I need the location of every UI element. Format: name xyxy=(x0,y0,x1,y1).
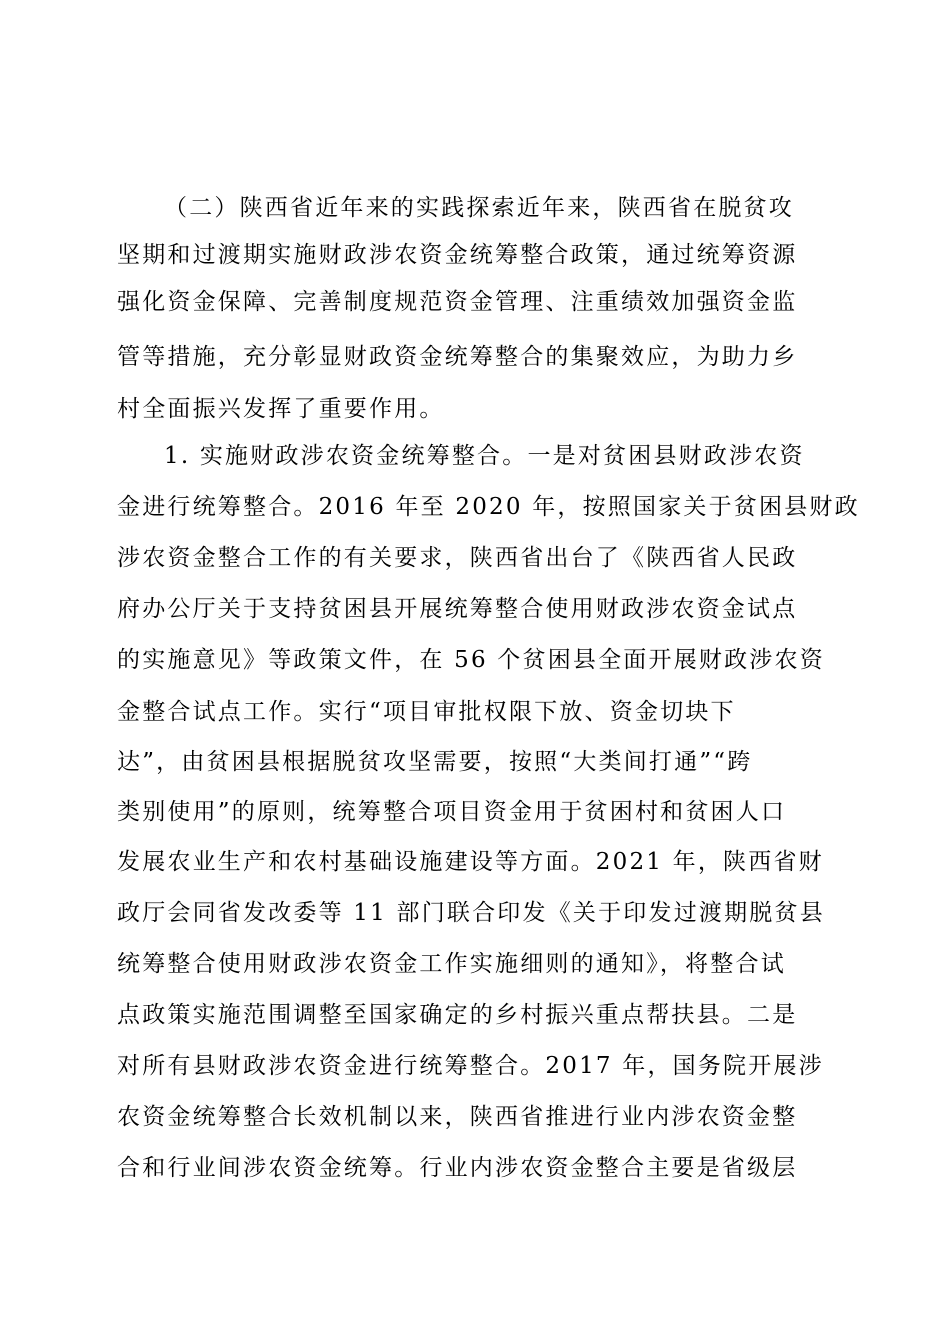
text-line: 村全面振兴发挥了重要作用。 xyxy=(117,396,445,422)
text-line: 的实施意见》等政策文件，在 56 个贫困县全面开展财政涉农资 xyxy=(117,647,825,673)
text-line: 政厅会同省发改委等 11 部门联合印发《关于印发过渡期脱贫县 xyxy=(117,900,825,926)
text-line: 1. 实施财政涉农资金统筹整合。一是对贫困县财政涉农资 xyxy=(164,443,805,469)
text-line: 对所有县财政涉农资金进行统筹整合。2017 年，国务院开展涉 xyxy=(117,1053,824,1079)
text-line: 农资金统筹整合长效机制以来，陕西省推进行业内涉农资金整 xyxy=(117,1104,798,1130)
text-line: 达”，由贫困县根据脱贫攻坚需要，按照“大类间打通”“跨 xyxy=(117,749,753,775)
text-line: 金整合试点工作。实行“项目审批权限下放、资金切块下 xyxy=(117,699,736,725)
text-line: 发展农业生产和农村基础设施建设等方面。2021 年，陕西省财 xyxy=(117,849,824,875)
text-line: 统筹整合使用财政涉农资金工作实施细则的通知》，将整合试 xyxy=(117,951,786,977)
text-line: 类别使用”的原则，统筹整合项目资金用于贫困村和贫困人口 xyxy=(117,799,787,825)
text-line: 金进行统筹整合。2016 年至 2020 年，按照国家关于贫困县财政 xyxy=(117,494,860,520)
text-line: （二）陕西省近年来的实践探索近年来，陕西省在脱贫攻 xyxy=(164,195,794,221)
text-line: 坚期和过渡期实施财政涉农资金统筹整合政策，通过统筹资源 xyxy=(117,242,798,268)
text-line: 点政策实施范围调整至国家确定的乡村振兴重点帮扶县。二是 xyxy=(117,1002,798,1028)
text-line: 强化资金保障、完善制度规范资金管理、注重绩效加强资金监 xyxy=(117,289,798,315)
text-line: 管等措施，充分彰显财政资金统筹整合的集聚效应，为助力乡 xyxy=(117,344,798,370)
text-line: 涉农资金整合工作的有关要求，陕西省出台了《陕西省人民政 xyxy=(117,545,798,571)
text-line: 合和行业间涉农资金统筹。行业内涉农资金整合主要是省级层 xyxy=(117,1155,798,1181)
text-line: 府办公厅关于支持贫困县开展统筹整合使用财政涉农资金试点 xyxy=(117,596,798,622)
